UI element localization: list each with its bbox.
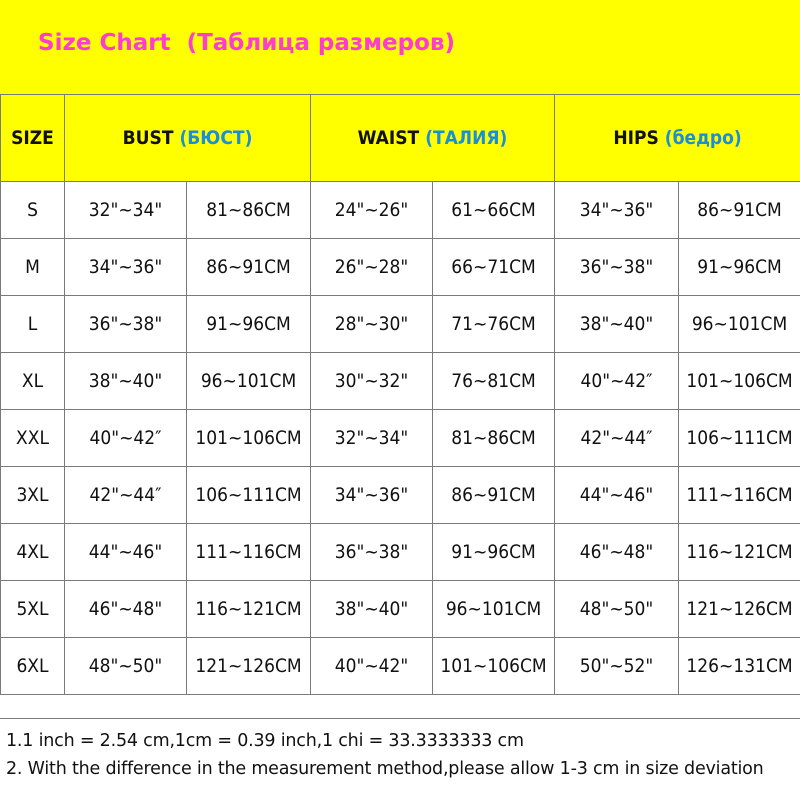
table-row xyxy=(1,296,800,353)
cell-hips-cm: 106~111CM xyxy=(679,410,800,467)
cell-size: S xyxy=(1,182,65,239)
cell-hips-cm: 121~126CM xyxy=(679,581,800,638)
notes-section xyxy=(0,718,800,801)
title-banner xyxy=(0,0,800,94)
table-row xyxy=(1,353,800,410)
cell-hips-cm: 116~121CM xyxy=(679,524,800,581)
cell-size: L xyxy=(1,296,65,353)
cell-hips-in: 42"~44″ xyxy=(555,410,679,467)
cell-hips-cm: 96~101CM xyxy=(679,296,800,353)
cell-bust-in: 40"~42″ xyxy=(65,410,187,467)
cell-size: 3XL xyxy=(1,467,65,524)
cell-bust-cm: 116~121CM xyxy=(187,581,311,638)
cell-bust-cm: 101~106CM xyxy=(187,410,311,467)
table-row xyxy=(1,581,800,638)
header-bust-ru: (БЮСТ) xyxy=(179,127,252,149)
header-row xyxy=(1,95,800,182)
cell-waist-cm: 86~91CM xyxy=(433,467,555,524)
cell-bust-in: 34"~36" xyxy=(65,239,187,296)
table-row xyxy=(1,239,800,296)
cell-bust-in: 32"~34" xyxy=(65,182,187,239)
cell-waist-cm: 101~106CM xyxy=(433,638,555,695)
cell-bust-cm: 106~111CM xyxy=(187,467,311,524)
cell-hips-in: 50"~52" xyxy=(555,638,679,695)
cell-waist-cm: 76~81CM xyxy=(433,353,555,410)
header-size: SIZE xyxy=(1,95,65,182)
cell-hips-cm: 101~106CM xyxy=(679,353,800,410)
cell-size: 5XL xyxy=(1,581,65,638)
cell-hips-cm: 91~96CM xyxy=(679,239,800,296)
cell-waist-in: 38"~40" xyxy=(311,581,433,638)
cell-waist-in: 26"~28" xyxy=(311,239,433,296)
cell-hips-in: 44"~46" xyxy=(555,467,679,524)
cell-bust-cm: 96~101CM xyxy=(187,353,311,410)
cell-bust-in: 38"~40" xyxy=(65,353,187,410)
cell-hips-cm: 111~116CM xyxy=(679,467,800,524)
table-row xyxy=(1,410,800,467)
note-conversion: 1.1 inch = 2.54 cm,1cm = 0.39 inch,1 chi = 33.3333333 cm xyxy=(6,731,524,751)
cell-waist-in: 24"~26" xyxy=(311,182,433,239)
cell-waist-cm: 66~71CM xyxy=(433,239,555,296)
header-waist: WAIST (ТАЛИЯ) xyxy=(311,95,555,182)
cell-waist-cm: 96~101CM xyxy=(433,581,555,638)
table-row xyxy=(1,467,800,524)
cell-waist-cm: 91~96CM xyxy=(433,524,555,581)
cell-hips-cm: 126~131CM xyxy=(679,638,800,695)
cell-bust-cm: 81~86CM xyxy=(187,182,311,239)
cell-hips-in: 38"~40" xyxy=(555,296,679,353)
cell-size: 6XL xyxy=(1,638,65,695)
cell-size: 4XL xyxy=(1,524,65,581)
cell-bust-in: 36"~38" xyxy=(65,296,187,353)
cell-bust-cm: 111~116CM xyxy=(187,524,311,581)
note-deviation: 2. With the difference in the measurement method,please allow 1-3 cm in size deviation xyxy=(6,759,764,779)
page-title: Size Chart (Таблица размеров) xyxy=(38,30,455,56)
cell-waist-in: 28"~30" xyxy=(311,296,433,353)
table-row xyxy=(1,638,800,695)
cell-waist-in: 40"~42" xyxy=(311,638,433,695)
cell-waist-in: 30"~32" xyxy=(311,353,433,410)
cell-hips-cm: 86~91CM xyxy=(679,182,800,239)
cell-hips-in: 36"~38" xyxy=(555,239,679,296)
cell-waist-cm: 61~66CM xyxy=(433,182,555,239)
cell-hips-in: 46"~48" xyxy=(555,524,679,581)
header-bust: BUST (БЮСТ) xyxy=(65,95,311,182)
cell-hips-in: 48"~50" xyxy=(555,581,679,638)
cell-bust-in: 48"~50" xyxy=(65,638,187,695)
cell-waist-cm: 81~86CM xyxy=(433,410,555,467)
cell-waist-in: 34"~36" xyxy=(311,467,433,524)
cell-bust-cm: 86~91CM xyxy=(187,239,311,296)
header-hips: HIPS (бедро) xyxy=(555,95,800,182)
cell-size: M xyxy=(1,239,65,296)
size-table xyxy=(0,94,800,695)
table-row xyxy=(1,524,800,581)
cell-bust-in: 42"~44″ xyxy=(65,467,187,524)
cell-waist-in: 36"~38" xyxy=(311,524,433,581)
cell-waist-in: 32"~34" xyxy=(311,410,433,467)
cell-bust-in: 46"~48" xyxy=(65,581,187,638)
cell-size: XL xyxy=(1,353,65,410)
cell-size: XXL xyxy=(1,410,65,467)
cell-hips-in: 34"~36" xyxy=(555,182,679,239)
cell-waist-cm: 71~76CM xyxy=(433,296,555,353)
table-row xyxy=(1,182,800,239)
cell-bust-cm: 121~126CM xyxy=(187,638,311,695)
cell-bust-cm: 91~96CM xyxy=(187,296,311,353)
header-waist-ru: (ТАЛИЯ) xyxy=(425,127,507,149)
cell-bust-in: 44"~46" xyxy=(65,524,187,581)
table-body xyxy=(1,182,800,695)
header-hips-ru: (бедро) xyxy=(665,127,742,149)
cell-hips-in: 40"~42″ xyxy=(555,353,679,410)
